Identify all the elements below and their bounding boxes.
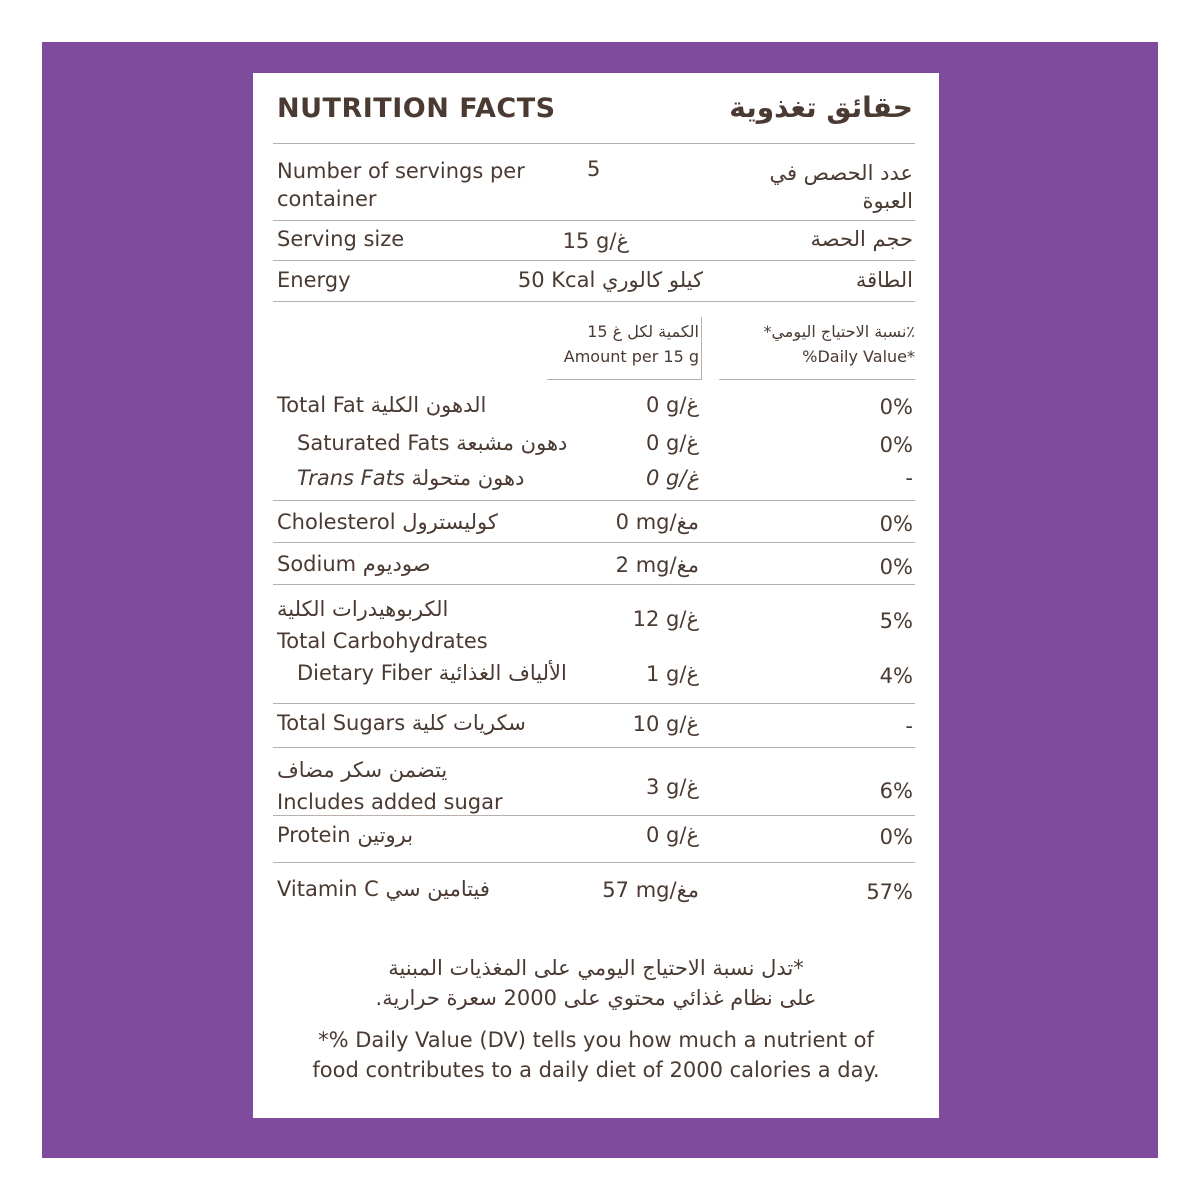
nutrition-label <box>253 73 939 1118</box>
title-english: NUTRITION FACTS <box>277 93 556 124</box>
servings-value: 5 <box>587 157 601 181</box>
divider <box>273 703 915 704</box>
servings-label-en: Number of servings per container <box>277 159 525 211</box>
serving-size-value: 15 g/غ <box>562 229 629 253</box>
divider <box>273 143 915 144</box>
saturated-dv: 0% <box>879 433 913 457</box>
amount-header-en: Amount per 15 g <box>563 347 699 366</box>
trans-dv: - <box>905 466 913 490</box>
cholesterol-dv: 0% <box>879 512 913 536</box>
nutrient-cholesterol: Cholesterol كوليسترول <box>277 510 498 534</box>
servings-label-ar: عدد الحصص في العبوة <box>769 161 913 213</box>
total-fat-amount: 0 g/غ <box>646 393 699 417</box>
added-sugar-dv: 6% <box>879 779 913 803</box>
dv-header-ar: ٪نسبة الاحتياج اليومي* <box>763 322 915 341</box>
trans-amount: 0 g/غ <box>646 466 699 490</box>
nutrient-sodium: Sodium صوديوم <box>277 552 431 576</box>
carbs-dv: 5% <box>879 609 913 633</box>
footnote-arabic: *تدل نسبة الاحتياج اليومي على المغذيات المبنية على نظام غذائي محتوي على 2000 سعرة حرارية. <box>375 956 817 1010</box>
cholesterol-amount: 0 mg/مغ <box>615 510 699 534</box>
divider <box>273 542 915 543</box>
nutrient-vitamin-c: Vitamin C فيتامين سي <box>277 877 490 901</box>
nutrient-protein: Protein بروتين <box>277 823 414 847</box>
nutrient-total-carbohydrates: الكربوهيدرات الكلية Total Carbohydrates <box>277 597 488 653</box>
saturated-amount: 0 g/غ <box>646 431 699 455</box>
divider <box>273 301 915 302</box>
nutrient-saturated-fats: Saturated Fats دهون مشبعة <box>297 431 568 455</box>
serving-size-label-ar: حجم الحصة <box>810 227 913 251</box>
fiber-amount: 1 g/غ <box>646 662 699 686</box>
sodium-dv: 0% <box>879 555 913 579</box>
nutrient-dietary-fiber: Dietary Fiber الألياف الغذائية <box>297 661 567 685</box>
sugars-amount: 10 g/غ <box>632 712 699 736</box>
dv-header-en: %Daily Value* <box>802 347 915 366</box>
protein-dv: 0% <box>879 825 913 849</box>
divider <box>273 260 915 261</box>
divider <box>273 862 915 863</box>
serving-size-label-en: Serving size <box>277 227 405 251</box>
nutrient-added-sugar: يتضمن سكر مضاف Includes added sugar <box>277 758 503 814</box>
total-fat-dv: 0% <box>879 395 913 419</box>
energy-value: 50 Kcal كيلو كالوري <box>517 268 703 292</box>
nutrient-total-fat: Total Fat الدهون الكلية <box>277 393 487 417</box>
added-sugar-amount: 3 g/غ <box>646 775 699 799</box>
vitamin-c-dv: 57% <box>866 880 913 904</box>
nutrient-total-sugars: Total Sugars سكريات كلية <box>277 711 526 735</box>
footnote-english: *% Daily Value (DV) tells you how much a nutrient of food contributes to a daily diet of 2000 calories a day. <box>312 1028 880 1082</box>
title-arabic: حقائق تغذوية <box>729 91 913 124</box>
divider <box>273 815 915 816</box>
divider <box>273 584 915 585</box>
sodium-amount: 2 mg/مغ <box>615 553 699 577</box>
amount-header-ar: الكمية لكل غ 15 <box>587 322 699 341</box>
carbs-amount: 12 g/غ <box>632 607 699 631</box>
divider <box>273 220 915 221</box>
protein-amount: 0 g/غ <box>646 823 699 847</box>
energy-label-ar: الطاقة <box>855 268 913 292</box>
sugars-dv: - <box>905 714 913 738</box>
divider <box>273 500 915 501</box>
divider <box>273 747 915 748</box>
nutrient-trans-fats: Trans Fats دهون متحولة <box>297 466 525 490</box>
vitamin-c-amount: 57 mg/مغ <box>602 878 699 902</box>
energy-label-en: Energy <box>277 268 351 292</box>
fiber-dv: 4% <box>879 664 913 688</box>
